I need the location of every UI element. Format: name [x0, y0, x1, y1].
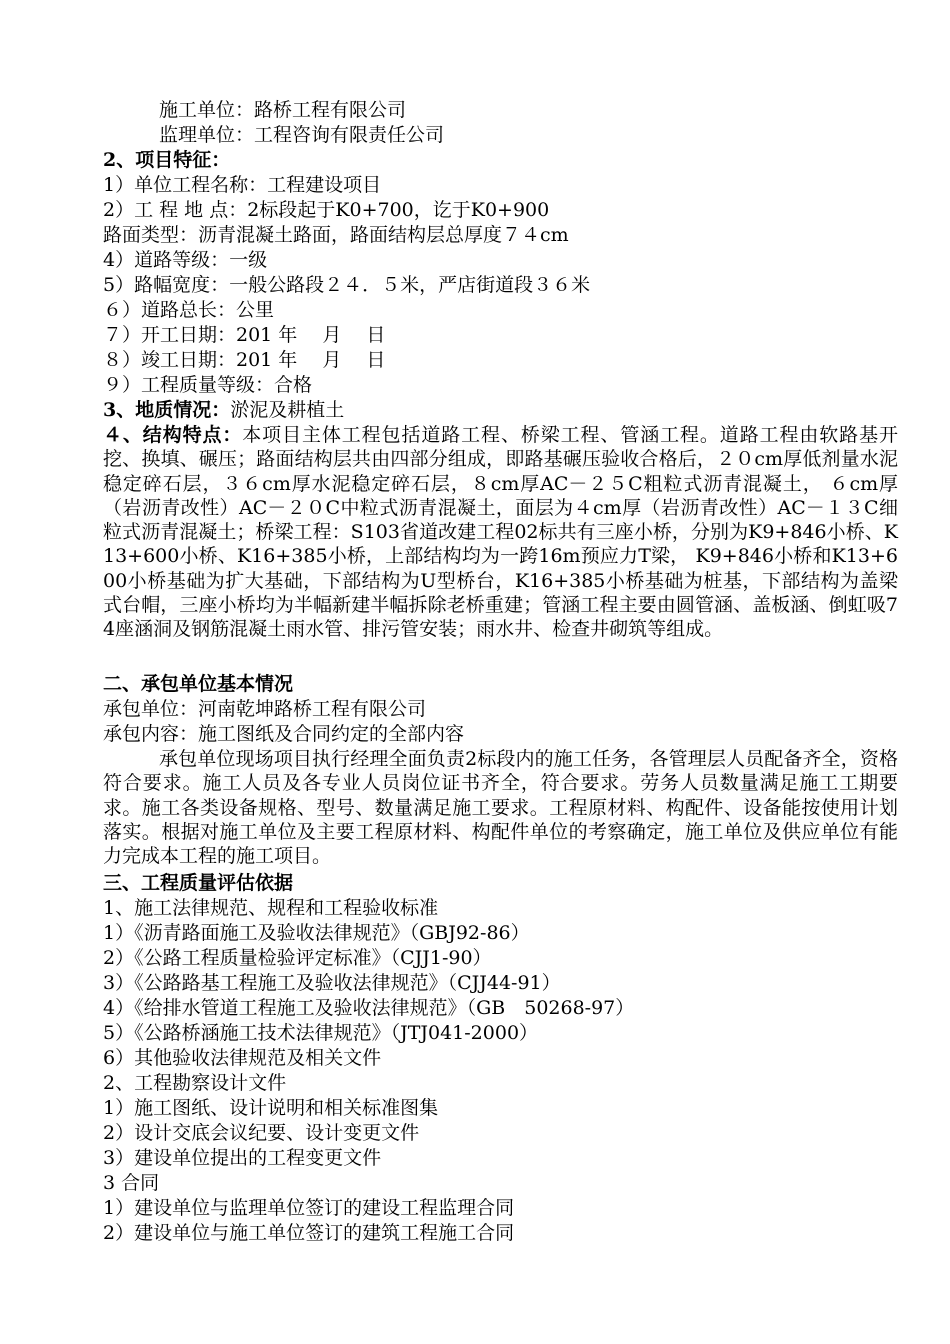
feature-item-length: ６）道路总长：公里	[103, 299, 275, 321]
basis-item-1-2: 2）《公路工程质量检验评定标准》（CJJ1-90）	[103, 947, 492, 969]
contract-content-line: 承包内容：施工图纸及合同约定的全部内容	[103, 723, 465, 745]
geology-value: 淤泥及耕植土	[230, 399, 345, 421]
section-heading-contractor: 二、承包单位基本情况	[103, 673, 294, 695]
basis-item-2-3: 3）建设单位提出的工程变更文件	[103, 1147, 382, 1169]
feature-item-quality: ９）工程质量等级：合格	[103, 374, 313, 396]
basis-item-1-6: 6）其他验收法律规范及相关文件	[103, 1047, 382, 1069]
feature-item-end-date: ８）竣工日期：201 年 月 日	[103, 349, 386, 371]
section-heading-basis: 三、工程质量评估依据	[103, 872, 294, 894]
basis-item-2-2: 2）设计交底会议纪要、设计变更文件	[103, 1122, 420, 1144]
construction-unit-line: 施工单位：路桥工程有限公司	[159, 99, 407, 121]
feature-item-name: 1）单位工程名称：工程建设项目	[103, 174, 382, 196]
section-heading-features: 2、项目特征：	[103, 149, 231, 171]
basis-item-3: 3 合同	[103, 1172, 160, 1194]
feature-item-start-date: ７）开工日期：201 年 月 日	[103, 324, 386, 346]
feature-item-pavement: 路面类型：沥青混凝土路面，路面结构层总厚度７４cm	[103, 224, 569, 246]
basis-item-1-1: 1）《沥青路面施工及验收法律规范》（GBJ92-86）	[103, 922, 530, 944]
basis-item-1: 1、施工法律规范、规程和工程验收标准	[103, 897, 439, 919]
supervision-unit-line: 监理单位：工程咨询有限责任公司	[159, 124, 445, 146]
geology-line	[103, 398, 903, 423]
contractor-unit-line: 承包单位：河南乾坤路桥工程有限公司	[103, 698, 427, 720]
basis-item-1-3: 3）《公路路基工程施工及验收法律规范》（CJJ44-91）	[103, 972, 561, 994]
basis-item-2-1: 1）施工图纸、设计说明和相关标准图集	[103, 1097, 439, 1119]
feature-item-grade: 4）道路等级：一级	[103, 249, 268, 271]
geology-label: 3、地质情况：	[103, 399, 231, 421]
basis-item-1-4: 4）《给排水管道工程施工及验收法律规范》（GB 50268-97）	[103, 997, 635, 1019]
structure-label: ４、结构特点：	[103, 424, 243, 446]
basis-item-2: 2、工程勘察设计文件	[103, 1072, 287, 1094]
contractor-paragraph: 承包单位现场项目执行经理全面负责2标段内的施工任务，各管理层人员配备齐全，资格符合要求。施工人员及各专业人员岗位证书齐全，符合要求。劳务人员数量满足施工工期要求。施工各类设备规格、型号、数量满足施工要求。工程原材料、构配件、设备能按使用计划落实。根据对施工单位及主要工程原材料、构配件单位的考察确定，施工单位及供应单位有能力完成本工程的施工项目。	[103, 748, 898, 868]
basis-item-3-1: 1）建设单位与监理单位签订的建设工程监理合同	[103, 1197, 515, 1219]
basis-item-1-5: 5）《公路桥涵施工技术法律规范》（JTJ041-2000）	[103, 1022, 539, 1044]
basis-item-3-2: 2）建设单位与施工单位签订的建筑工程施工合同	[103, 1222, 515, 1244]
feature-item-location: 2）工 程 地 点：2标段起于K0+700，讫于K0+900	[103, 199, 550, 221]
structure-text: 本项目主体工程包括道路工程、桥梁工程、管涵工程。道路工程由软路基开挖、换填、碾压；路面结构层共由四部分组成，即路基碾压验收合格后，２０cm厚低剂量水泥稳定碎石层，３６cm厚水泥稳定碎石层，８cm厚AC－２５C粗粒式沥青混凝土， ６cm厚（岩沥青改性）AC－２０C中粒式沥青混凝土，面层为４cm厚（岩沥青改性）AC－１３C细粒式沥青混凝土；桥梁工程：S103省道改建工程02标共有三座小桥，分别为K9+846小桥、K13+600小桥、K16+385小桥，上部结构均为一跨16m预应力T梁， K9+846小桥和K13+600小桥基础为扩大基础，下部结构为U型桥台，K16+385小桥基础为桩基，下部结构为盖梁式台帽，三座小桥均为半幅新建半幅拆除老桥重建；管涵工程主要由圆管涵、盖板涵、倒虹吸74座涵洞及钢筋混凝土雨水管、排污管安装；雨水井、检查井砌筑等组成。	[103, 424, 898, 641]
feature-item-width: 5）路幅宽度：一般公路段２４．５米，严店街道段３６米	[103, 274, 591, 296]
structure-paragraph	[103, 423, 898, 642]
